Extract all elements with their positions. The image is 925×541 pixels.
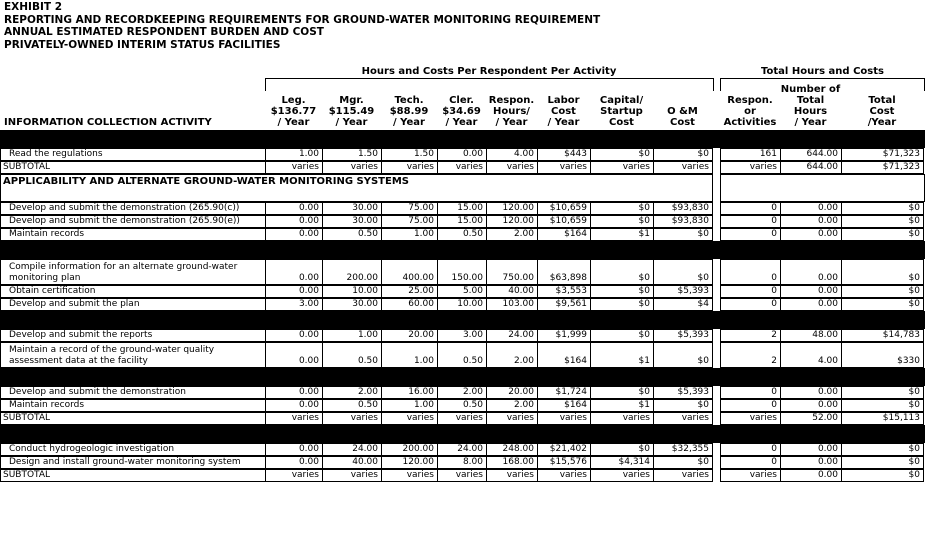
value-cell: $0 [841, 298, 924, 311]
value-cell: $0 [590, 148, 654, 161]
subtotal-label: SUBTOTAL [0, 469, 266, 482]
value-cell: $3,553 [537, 285, 591, 298]
value-cell: 0.50 [437, 228, 487, 241]
column-header: Number of Total Hours / Year [780, 84, 841, 128]
value-cell: 103.00 [486, 298, 538, 311]
value-cell: 30.00 [322, 298, 382, 311]
value-cell: 8.00 [437, 456, 487, 469]
value-cell: $4 [653, 298, 713, 311]
table-row [0, 148, 925, 161]
value-cell: varies [590, 412, 654, 425]
value-cell: $0 [653, 399, 713, 412]
value-cell: $0 [653, 228, 713, 241]
section-divider-bar [0, 368, 925, 386]
value-cell: $0 [590, 298, 654, 311]
value-cell: 0.00 [780, 259, 842, 285]
activity-description: Develop and submit the plan [0, 298, 266, 311]
value-cell: 644.00 [780, 161, 842, 174]
value-cell: $0 [590, 285, 654, 298]
value-cell: 0.00 [780, 456, 842, 469]
value-cell: 0.00 [265, 215, 323, 228]
table-row [0, 259, 925, 285]
value-cell: varies [653, 469, 713, 482]
activity-description: Compile information for an alternate ground-water monitoring plan [0, 259, 266, 285]
value-cell: 0.50 [322, 399, 382, 412]
value-cell: 0 [720, 259, 781, 285]
exhibit-label: EXHIBIT 2 [4, 1, 62, 13]
value-cell: 10.00 [322, 285, 382, 298]
value-cell: $0 [590, 443, 654, 456]
section-divider-bar [0, 241, 925, 259]
value-cell: 2.00 [322, 386, 382, 399]
value-cell: $0 [841, 215, 924, 228]
value-cell: 161 [720, 148, 781, 161]
column-header: O &M Cost [667, 106, 698, 128]
value-cell: $0 [841, 386, 924, 399]
value-cell: 120.00 [486, 215, 538, 228]
value-cell: varies [653, 412, 713, 425]
value-cell: varies [265, 161, 323, 174]
table-row [0, 443, 925, 456]
activity-description: Conduct hydrogeologic investigation [0, 443, 266, 456]
value-cell: 75.00 [381, 202, 438, 215]
value-cell: varies [322, 469, 382, 482]
value-cell: 0 [720, 202, 781, 215]
value-cell: $71,323 [841, 148, 924, 161]
column-header: Respon. or Activities [723, 95, 777, 128]
value-cell: $0 [590, 202, 654, 215]
value-cell: $0 [653, 456, 713, 469]
value-cell: 2 [720, 329, 781, 342]
value-cell: $1,999 [537, 329, 591, 342]
value-cell: $0 [841, 202, 924, 215]
value-cell: varies [590, 161, 654, 174]
value-cell: varies [437, 469, 487, 482]
value-cell: 120.00 [486, 202, 538, 215]
value-cell: varies [720, 469, 781, 482]
value-cell: $164 [537, 399, 591, 412]
value-cell: 40.00 [322, 456, 382, 469]
value-cell: 0.00 [780, 285, 842, 298]
column-header: Total Cost /Year [867, 95, 897, 128]
column-header: Leg. $136.77 / Year [270, 95, 317, 128]
value-cell: 2.00 [437, 386, 487, 399]
section-divider-bar [0, 311, 925, 329]
table-row [0, 329, 925, 342]
value-cell: 0.50 [437, 342, 487, 368]
value-cell: varies [590, 469, 654, 482]
value-cell: varies [322, 161, 382, 174]
value-cell: 0.00 [780, 215, 842, 228]
activity-column-header: INFORMATION COLLECTION ACTIVITY [4, 117, 212, 128]
value-cell: $330 [841, 342, 924, 368]
value-cell: 2.00 [486, 399, 538, 412]
value-cell: 0 [720, 399, 781, 412]
value-cell: $0 [653, 259, 713, 285]
value-cell: 200.00 [381, 443, 438, 456]
title-line-2: ANNUAL ESTIMATED RESPONDENT BURDEN AND COST [4, 26, 324, 39]
value-cell: 4.00 [486, 148, 538, 161]
activity-description: Develop and submit the demonstration (265.90(c)) [0, 202, 266, 215]
value-cell: $0 [841, 456, 924, 469]
value-cell: 0.00 [780, 202, 842, 215]
group-bracket-per-activity [265, 78, 714, 91]
value-cell: 0.00 [265, 202, 323, 215]
subtotal-label: SUBTOTAL [0, 412, 266, 425]
value-cell: 20.00 [381, 329, 438, 342]
value-cell: 0 [720, 285, 781, 298]
table-row [0, 298, 925, 311]
table-row [0, 386, 925, 399]
value-cell: 24.00 [437, 443, 487, 456]
value-cell: 400.00 [381, 259, 438, 285]
value-cell: 0 [720, 215, 781, 228]
value-cell: 60.00 [381, 298, 438, 311]
table-row [0, 285, 925, 298]
value-cell: 48.00 [780, 329, 842, 342]
value-cell: $15,113 [841, 412, 924, 425]
value-cell: 1.50 [322, 148, 382, 161]
value-cell: $0 [841, 469, 924, 482]
activity-description: Design and install ground-water monitoring system [0, 456, 266, 469]
section-title-row [0, 174, 925, 202]
value-cell: varies [437, 161, 487, 174]
value-cell: $1 [590, 228, 654, 241]
subtotal-row [0, 412, 925, 425]
value-cell: 0 [720, 456, 781, 469]
title-line-1: REPORTING AND RECORDKEEPING REQUIREMENTS FOR GROUND-WATER MONITORING REQUIREMENT [4, 13, 601, 26]
value-cell: 0.00 [780, 298, 842, 311]
value-cell: 52.00 [780, 412, 842, 425]
value-cell: $93,830 [653, 202, 713, 215]
value-cell: varies [486, 412, 538, 425]
value-cell: $21,402 [537, 443, 591, 456]
value-cell: $0 [590, 215, 654, 228]
value-cell: varies [381, 161, 438, 174]
activity-description: Maintain records [0, 228, 266, 241]
column-header: Cler. $34.69 / Year [442, 95, 481, 128]
value-cell: varies [381, 469, 438, 482]
value-cell: 24.00 [486, 329, 538, 342]
value-cell: 0.00 [780, 386, 842, 399]
value-cell: 30.00 [322, 202, 382, 215]
value-cell: 16.00 [381, 386, 438, 399]
value-cell: 75.00 [381, 215, 438, 228]
table-row [0, 215, 925, 228]
value-cell: 1.00 [265, 148, 323, 161]
value-cell: 0.50 [322, 342, 382, 368]
value-cell: 1.00 [381, 228, 438, 241]
subtotal-row [0, 469, 925, 482]
section-divider-bar [0, 425, 925, 443]
value-cell: $1 [590, 342, 654, 368]
value-cell: $10,659 [537, 215, 591, 228]
value-cell: $0 [590, 259, 654, 285]
title-line-3: PRIVATELY-OWNED INTERIM STATUS FACILITIES [4, 38, 281, 51]
column-header: Mgr. $115.49 / Year [328, 95, 375, 128]
activity-description: Maintain a record of the ground-water quality assessment data at the facility [0, 342, 266, 368]
value-cell: varies [265, 412, 323, 425]
value-cell: $14,783 [841, 329, 924, 342]
value-cell: 1.50 [381, 148, 438, 161]
value-cell: 168.00 [486, 456, 538, 469]
column-header: Capital/ Startup Cost [599, 95, 644, 128]
value-cell: 40.00 [486, 285, 538, 298]
value-cell: $71,323 [841, 161, 924, 174]
value-cell: 0.00 [780, 443, 842, 456]
value-cell: $93,830 [653, 215, 713, 228]
activity-description: Obtain certification [0, 285, 266, 298]
value-cell: $443 [537, 148, 591, 161]
value-cell: $5,393 [653, 329, 713, 342]
value-cell: $164 [537, 228, 591, 241]
value-cell: 10.00 [437, 298, 487, 311]
value-cell: 24.00 [322, 443, 382, 456]
value-cell: 0 [720, 443, 781, 456]
value-cell: $0 [841, 285, 924, 298]
value-cell: 200.00 [322, 259, 382, 285]
activity-description: Develop and submit the demonstration [0, 386, 266, 399]
value-cell: varies [537, 161, 591, 174]
section-title-totals-cell [720, 174, 925, 202]
value-cell: 0.00 [265, 443, 323, 456]
value-cell: 248.00 [486, 443, 538, 456]
value-cell: 2.00 [486, 228, 538, 241]
table-row [0, 228, 925, 241]
value-cell: $0 [653, 342, 713, 368]
value-cell: 1.00 [381, 399, 438, 412]
column-header: Tech. $88.99 / Year [389, 95, 429, 128]
value-cell: 150.00 [437, 259, 487, 285]
value-cell: 0.00 [265, 456, 323, 469]
document-title-block [4, 1, 600, 51]
value-cell: varies [653, 161, 713, 174]
value-cell: 0.00 [265, 399, 323, 412]
value-cell: $9,561 [537, 298, 591, 311]
value-cell: $1,724 [537, 386, 591, 399]
value-cell: varies [537, 469, 591, 482]
value-cell: varies [537, 412, 591, 425]
value-cell: 0.00 [265, 259, 323, 285]
value-cell: 750.00 [486, 259, 538, 285]
value-cell: 4.00 [780, 342, 842, 368]
table-row [0, 202, 925, 215]
value-cell: $15,576 [537, 456, 591, 469]
value-cell: 0.00 [265, 285, 323, 298]
section-divider-bar [0, 130, 925, 148]
subtotal-row [0, 161, 925, 174]
subtotal-label: SUBTOTAL [0, 161, 266, 174]
value-cell: 0.00 [265, 386, 323, 399]
value-cell: varies [720, 161, 781, 174]
value-cell: varies [265, 469, 323, 482]
activity-description: Maintain records [0, 399, 266, 412]
value-cell: 0.00 [265, 228, 323, 241]
value-cell: 15.00 [437, 215, 487, 228]
activity-description: Develop and submit the demonstration (265.90(e)) [0, 215, 266, 228]
value-cell: 120.00 [381, 456, 438, 469]
value-cell: 0.00 [265, 342, 323, 368]
value-cell: $1 [590, 399, 654, 412]
group-header-totals: Total Hours and Costs [761, 66, 884, 77]
value-cell: $0 [841, 399, 924, 412]
value-cell: $10,659 [537, 202, 591, 215]
section-title: APPLICABILITY AND ALTERNATE GROUND-WATER MONITORING SYSTEMS [0, 174, 713, 202]
value-cell: $0 [653, 148, 713, 161]
value-cell: 2.00 [486, 342, 538, 368]
value-cell: varies [720, 412, 781, 425]
value-cell: 2 [720, 342, 781, 368]
value-cell: 3.00 [437, 329, 487, 342]
value-cell: 0.50 [322, 228, 382, 241]
value-cell: 0 [720, 386, 781, 399]
table-row [0, 399, 925, 412]
value-cell: 644.00 [780, 148, 842, 161]
value-cell: 0.00 [265, 329, 323, 342]
value-cell: 0.00 [780, 469, 842, 482]
group-header-per-activity: Hours and Costs Per Respondent Per Activity [361, 66, 617, 77]
value-cell: 1.00 [381, 342, 438, 368]
value-cell: varies [381, 412, 438, 425]
value-cell: $5,393 [653, 386, 713, 399]
value-cell: 3.00 [265, 298, 323, 311]
value-cell: 5.00 [437, 285, 487, 298]
value-cell: $4,314 [590, 456, 654, 469]
value-cell: $0 [841, 443, 924, 456]
activity-description: Develop and submit the reports [0, 329, 266, 342]
value-cell: $0 [841, 259, 924, 285]
value-cell: 0 [720, 298, 781, 311]
value-cell: $5,393 [653, 285, 713, 298]
value-cell: 0.00 [780, 228, 842, 241]
value-cell: $0 [841, 228, 924, 241]
value-cell: 1.00 [322, 329, 382, 342]
table-row [0, 342, 925, 368]
column-header: Labor Cost / Year [547, 95, 580, 128]
column-header: Respon. Hours/ / Year [488, 95, 535, 128]
value-cell: varies [437, 412, 487, 425]
value-cell: 0.00 [437, 148, 487, 161]
value-cell: 0.50 [437, 399, 487, 412]
value-cell: $63,898 [537, 259, 591, 285]
value-cell: 20.00 [486, 386, 538, 399]
value-cell: 30.00 [322, 215, 382, 228]
table-row [0, 456, 925, 469]
value-cell: $0 [590, 329, 654, 342]
value-cell: 15.00 [437, 202, 487, 215]
value-cell: $32,355 [653, 443, 713, 456]
value-cell: 25.00 [381, 285, 438, 298]
value-cell: varies [322, 412, 382, 425]
value-cell: $0 [590, 386, 654, 399]
value-cell: varies [486, 469, 538, 482]
value-cell: $164 [537, 342, 591, 368]
activity-description: Read the regulations [0, 148, 266, 161]
value-cell: 0 [720, 228, 781, 241]
value-cell: 0.00 [780, 399, 842, 412]
value-cell: varies [486, 161, 538, 174]
